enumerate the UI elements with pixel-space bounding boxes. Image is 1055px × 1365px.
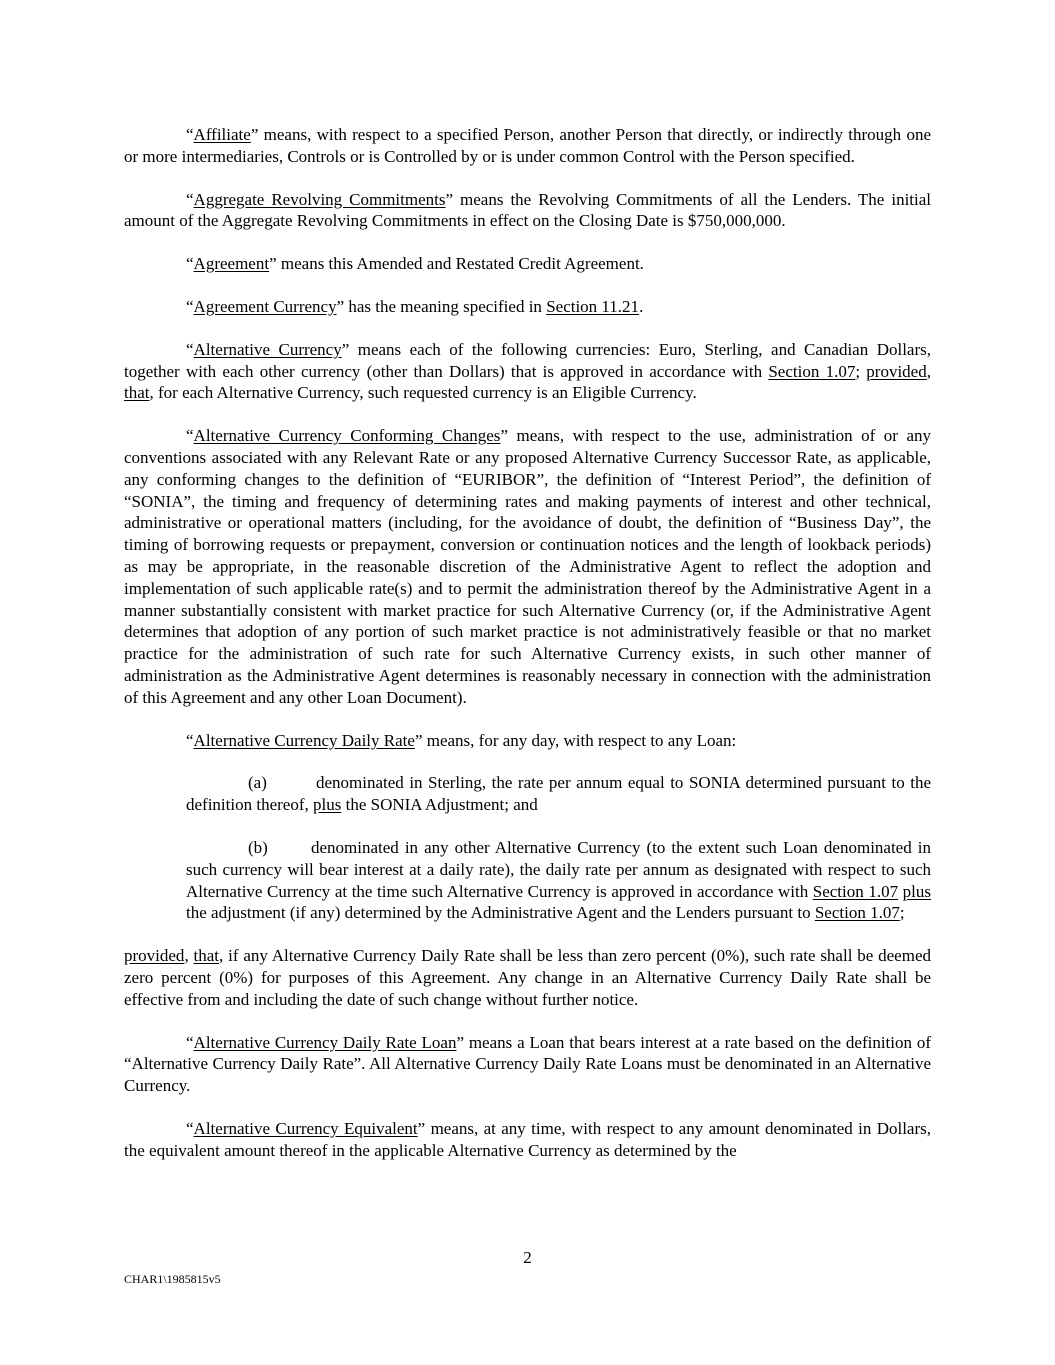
underlined-term: Section 1.07: [814, 903, 900, 923]
definition-paragraph-proviso: [124, 945, 931, 1010]
underlined-term: Section 1.07: [768, 361, 856, 381]
text-segment: “: [186, 1032, 194, 1052]
text-segment: ” has the meaning specified in: [336, 296, 547, 316]
definition-paragraph-agreement: [124, 253, 931, 275]
underlined-term: Alternative Currency: [193, 339, 342, 359]
definition-paragraph-affiliate: [124, 124, 931, 168]
definition-paragraph-alternative-currency-daily-rate-loan: [124, 1032, 931, 1097]
page-number: 2: [523, 1248, 532, 1267]
text-segment: ” means a Loan that bears interest at a rate based on the definition of “Alternative Currency Daily Rate”. All Alternative Currency Daily Rate Loans must be denominated in an Alternative Currency.: [124, 1032, 931, 1096]
text-segment: ” means, for any day, with respect to any Loan:: [414, 730, 737, 750]
text-segment: “: [186, 339, 194, 359]
underlined-term: provided: [866, 361, 927, 381]
text-segment: ,: [184, 946, 194, 966]
text-segment: ;: [855, 361, 867, 381]
definition-paragraph-aggregate-revolving-commitments: [124, 189, 931, 233]
document-body: [124, 124, 931, 1182]
text-segment: “: [186, 426, 194, 446]
clause-label: (b): [248, 837, 268, 857]
underlined-term: Affiliate: [193, 125, 251, 144]
text-segment: .: [639, 296, 644, 316]
underlined-term: Alternative Currency Daily Rate Loan: [193, 1032, 457, 1052]
underlined-term: plus: [902, 881, 931, 901]
text-segment: the adjustment (if any) determined by the Administrative Agent and the Lenders pursuant to: [186, 903, 815, 923]
text-segment: denominated in Sterling, the rate per annum equal to SONIA determined pursuant to the definition thereof,: [186, 773, 931, 815]
text-segment: “: [186, 730, 194, 750]
text-segment: “: [186, 254, 194, 274]
underlined-term: provided: [124, 946, 185, 966]
definition-paragraph-clause-b: [186, 837, 931, 924]
text-segment: “: [186, 125, 194, 144]
definition-paragraph-alternative-currency-equivalent: [124, 1118, 931, 1162]
definition-paragraph-alternative-currency-conforming-changes: [124, 425, 931, 708]
clause-label: (a): [248, 773, 267, 793]
text-segment: “: [186, 296, 194, 316]
definition-paragraph-alternative-currency-daily-rate: [124, 730, 931, 752]
text-segment: “: [186, 189, 194, 209]
definition-paragraph-clause-a: [186, 772, 931, 816]
text-segment: ” means the Revolving Commitments of all the Lenders. The initial amount of the Aggregate Revolving Commitments in effect on the Closing Date is $750,000,000.: [124, 189, 932, 231]
underlined-term: Alternative Currency Conforming Changes: [193, 426, 501, 446]
underlined-term: Section 1.07: [812, 881, 899, 901]
underlined-term: Agreement: [193, 254, 270, 274]
document-id: CHAR1\1985815v5: [124, 1272, 221, 1286]
text-segment: denominated in any other Alternative Currency (to the extent such Loan denominated in such currency will bear interest at a daily rate), the daily rate per annum as designated with respect to such Alternative Currency at the time such Alternative Currency is approved in accordance with: [186, 837, 931, 901]
underlined-term: Aggregate Revolving Commitments: [193, 189, 446, 209]
definition-paragraph-agreement-currency: [124, 296, 931, 318]
text-segment: , if any Alternative Currency Daily Rate shall be less than zero percent (0%), such rate shall be deemed zero percent (0%) for purposes of this Agreement. Any change in an Alternative Currency Daily Rate shall be effective from and including the date of such change without further notice.: [124, 946, 931, 1009]
underlined-term: that: [124, 383, 150, 403]
definition-paragraph-alternative-currency: [124, 339, 931, 404]
text-segment: ” means each of the following currencies: Euro, Sterling, and Canadian Dollars, together with each other currency (other than Dollars) that is approved in accordance with: [124, 339, 931, 381]
text-segment: ” means, with respect to the use, administration of or any conventions associated with any Relevant Rate or any proposed Alternative Currency Successor Rate, as applicable, any conforming changes to the definition of “EURIBOR”, the definition of “Interest Period”, the definition of “SONIA”, the timing and frequency of determining rates and making payments of interest and other technical, administrative or operational matters (including, for the avoidance of doubt, the definition of “Business Day”, the timing of borrowing requests or prepayment, conversion or continuation notices and the length of lookback periods) as may be appropriate, in the reasonable discretion of the Administrative Agent to reflect the adoption and implementation of such applicable rate(s) and to permit the administration thereof by the Administrative Agent in a manner substantially consistent with market practice for such Alternative Currency (or, if the Administrative Agent determines that adoption of any portion of such market practice is not administratively feasible or that no market practice for the administration of such rate for such Alternative Currency exists, in such other manner of administration as the Administrative Agent determines is reasonably necessary in connection with the administration of this Agreement and any other Loan Document).: [124, 426, 932, 707]
text-segment: ” means this Amended and Restated Credit Agreement.: [269, 254, 644, 274]
text-segment: ;: [899, 903, 905, 923]
underlined-term: Section 11.21: [546, 296, 640, 316]
underlined-term: Agreement Currency: [193, 296, 337, 316]
text-segment: “: [186, 1118, 194, 1138]
text-segment: ” means, with respect to a specified Person, another Person that directly, or indirectly through one or more intermediaries, Controls or is Controlled by or is under common Control with the Person specified.: [124, 125, 931, 166]
text-segment: , for each Alternative Currency, such requested currency is an Eligible Currency.: [149, 383, 697, 403]
underlined-term: plus: [313, 795, 342, 815]
underlined-term: that: [193, 946, 220, 966]
text-segment: the SONIA Adjustment; and: [341, 795, 538, 815]
text-segment: ” means, at any time, with respect to any amount denominated in Dollars, the equivalent amount thereof in the applicable Alternative Currency as determined by the: [124, 1118, 931, 1160]
text-segment: ,: [926, 361, 931, 381]
underlined-term: Alternative Currency Equivalent: [193, 1118, 418, 1138]
underlined-term: Alternative Currency Daily Rate: [193, 730, 415, 750]
